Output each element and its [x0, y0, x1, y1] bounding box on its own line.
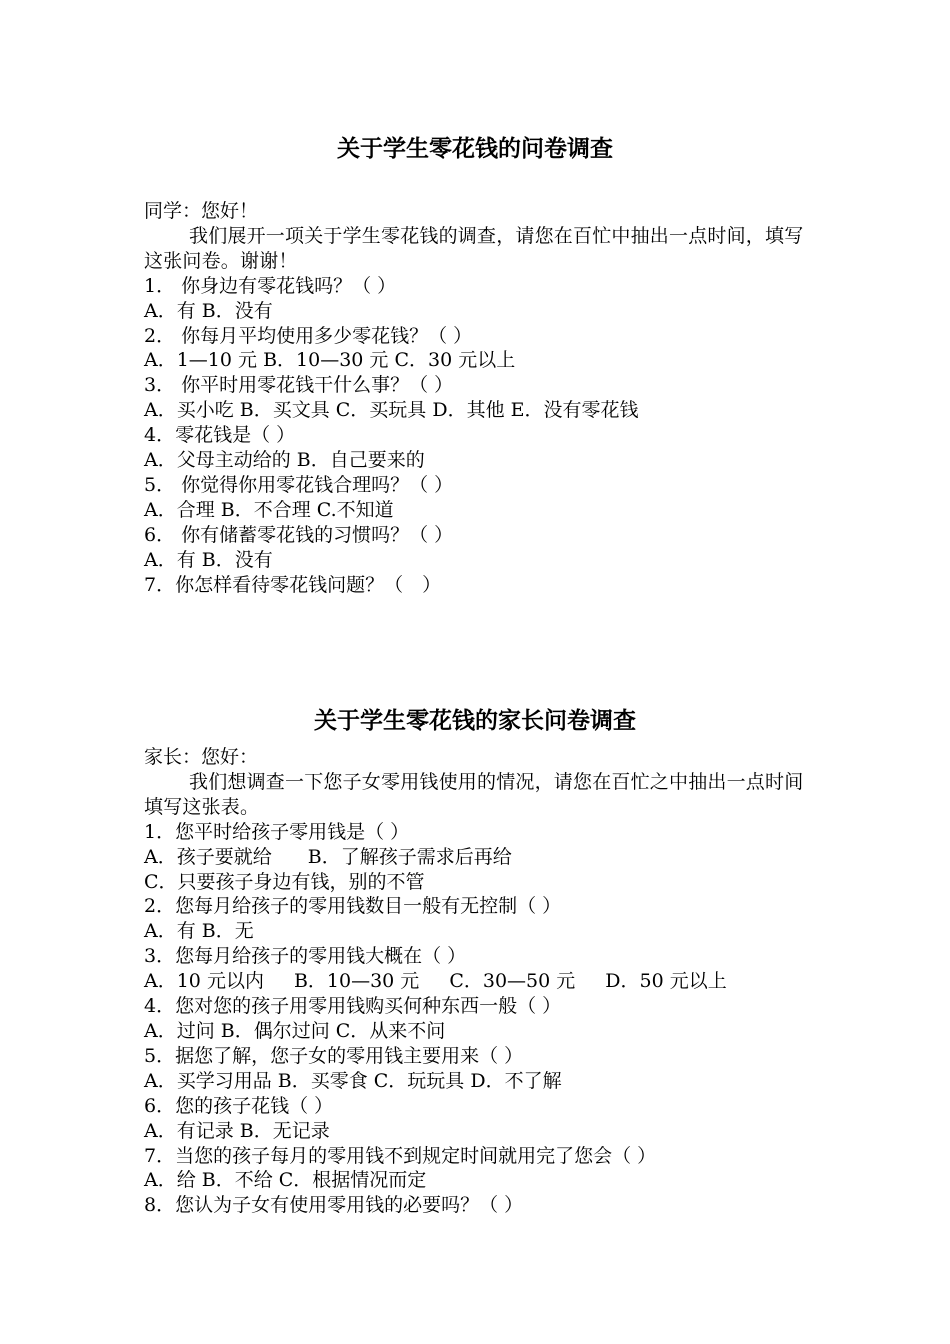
question-line: 3．您每月给孩子的零用钱大概在（ ） [144, 945, 467, 968]
survey1-intro: 我们展开一项关于学生零花钱的调查，请您在百忙中抽出一点时间，填写这张问卷。谢谢！ [144, 224, 804, 272]
answer-line: C．只要孩子身边有钱，别的不管 [144, 870, 425, 893]
question-line: 5． 你觉得你用零花钱合理吗？（ ） [144, 473, 454, 496]
answer-option: D．50 元以上 [605, 970, 727, 993]
survey2-intro: 我们想调查一下您子女零用钱使用的情况，请您在百忙之中抽出一点时间填写这张表。 [144, 770, 804, 818]
question-line: 7．当您的孩子每月的零用钱不到规定时间就用完了您会（ ） [144, 1144, 657, 1167]
answer-line [144, 845, 814, 870]
question-line: 1． 你身边有零花钱吗？（ ） [144, 274, 397, 297]
question-line: 3． 你平时用零花钱干什么事？（ ） [144, 374, 454, 397]
answer-line: A．有记录 B．无记录 [144, 1119, 330, 1142]
question-line: 4．零花钱是（ ） [144, 424, 296, 447]
answer-line: A．有 B．没有 [144, 548, 273, 571]
question-line: 8．您认为子女有使用零用钱的必要吗？（ ） [144, 1194, 524, 1217]
answer-option: A．10 元以内 [144, 970, 264, 993]
answer-line [144, 969, 814, 994]
answer-option: A．孩子要就给 [144, 845, 272, 868]
question-line: 2．您每月给孩子的零用钱数目一般有无控制（ ） [144, 895, 562, 918]
survey1-title: 关于学生零花钱的问卷调查 [337, 136, 613, 162]
question-line: 6． 你有储蓄零花钱的习惯吗？（ ） [144, 523, 454, 546]
answer-line: A．1—10 元 B．10—30 元 C．30 元以上 [144, 349, 516, 372]
survey1-greeting: 同学：您好！ [144, 200, 259, 222]
answer-line: A．合理 B．不合理 C.不知道 [144, 498, 394, 521]
question-line: 2． 你每月平均使用多少零花钱？（ ） [144, 324, 473, 347]
survey2-title: 关于学生零花钱的家长问卷调查 [314, 708, 636, 734]
answer-option: B．了解孩子需求后再给 [307, 845, 512, 868]
answer-line: A．买小吃 B．买文具 C．买玩具 D．其他 E．没有零花钱 [144, 399, 639, 422]
answer-option: C．30—50 元 [449, 970, 576, 993]
question-line: 1．您平时给孩子零用钱是（ ） [144, 820, 410, 843]
question-line: 5．据您了解，您子女的零用钱主要用来（ ） [144, 1044, 524, 1067]
answer-line: A．父母主动给的 B．自己要来的 [144, 449, 425, 472]
survey1-body [144, 199, 814, 598]
question-line: 4．您对您的孩子用零用钱购买何种东西一般（ ） [144, 995, 562, 1018]
answer-line: A．有 B．无 [144, 920, 254, 943]
answer-option: B．10—30 元 [293, 970, 420, 993]
survey2-greeting: 家长：您好： [144, 746, 259, 768]
question-line: 6．您的孩子花钱（ ） [144, 1094, 334, 1117]
answer-line: A．给 B．不给 C．根据情况而定 [144, 1169, 427, 1192]
answer-line: A．过问 B．偶尔过问 C．从来不问 [144, 1019, 446, 1042]
survey2-body [144, 745, 814, 1218]
answer-line: A．有 B．没有 [144, 299, 273, 322]
question-line: 7．你怎样看待零花钱问题？（ ） [144, 573, 442, 596]
answer-line: A．买学习用品 B．买零食 C．玩玩具 D．不了解 [144, 1069, 562, 1092]
